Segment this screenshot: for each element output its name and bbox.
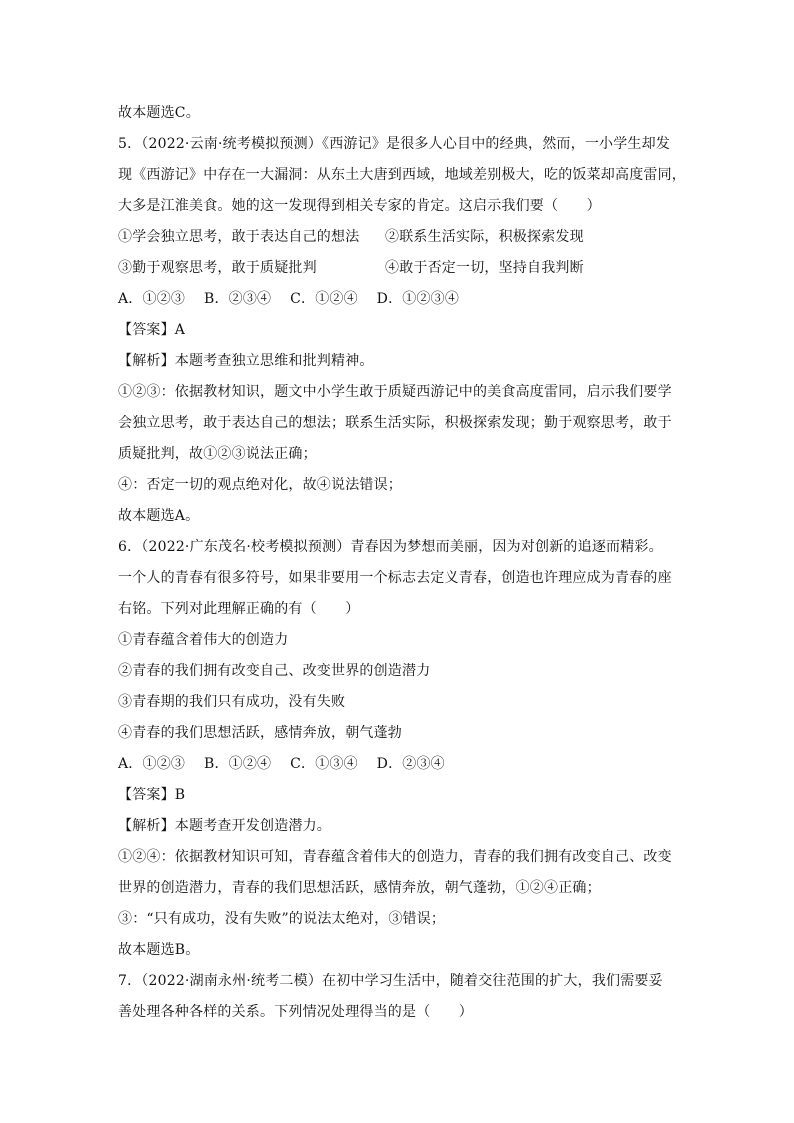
question-5-options-row-1 (118, 222, 678, 253)
question-5-stem: 5．（2022·云南·统考模拟预测）《西游记》是很多人心目中的经典，然而，一小学生却发 (118, 136, 671, 152)
text-line: ③：“只有成功，没有失败”的说法太绝对，③错误； (118, 911, 446, 927)
text-line: 故本题选B。 (118, 942, 200, 958)
option-3: ③青春期的我们只有成功，没有失败 (118, 694, 346, 710)
text-line: 善处理各种各样的关系。下列情况处理得当的是（ ） (118, 1004, 473, 1020)
question-6-stem: 6．（2022·广东茂名·校考模拟预测）青春因为梦想而美丽，因为对创新的追逐而精彩。 (118, 539, 663, 555)
answer-label: 【答案】B (118, 787, 186, 803)
text-line: 质疑批判，故①②③说法正确； (118, 446, 317, 462)
option-2: ②青春的我们拥有改变自己、改变世界的创造潜力 (118, 663, 431, 679)
option-1: ①青春蕴含着伟大的创造力 (118, 632, 289, 648)
text-line: 故本题选A。 (118, 508, 200, 524)
question-5-options-row-2 (118, 253, 678, 284)
document-content (118, 98, 686, 1028)
text-line: 故本题选C。 (118, 105, 200, 121)
analysis-label: 【解析】本题考查独立思维和批判精神。 (118, 353, 374, 369)
text-line: ④：否定一切的观点绝对化，故④说法错误； (118, 477, 402, 493)
option-2: ②联系生活实际，积极探索发现 (385, 229, 584, 245)
text-line: 会独立思考，敢于表达自己的想法；联系生活实际，积极探索发现；勤于观察思考，敢于 (118, 415, 672, 431)
question-7-stem: 7．（2022·湖南永州·统考二模）在初中学习生活中，随着交往范围的扩大，我们需要妥 (118, 973, 663, 989)
question-5-choices: A．①②③ B．②③④ C．①②④ D．①②③④ (118, 291, 460, 307)
option-3: ③勤于观察思考，敢于质疑批判 (118, 260, 317, 276)
question-6-choices: A．①②③ B．①②④ C．①③④ D．②③④ (118, 756, 445, 772)
text-line: 右铭。下列对此理解正确的有（ ） (118, 601, 360, 617)
text-line: ①②④：依据教材知识可知，青春蕴含着伟大的创造力，青春的我们拥有改变自己、改变 (118, 849, 672, 865)
option-1: ①学会独立思考，敢于表达自己的想法 (118, 229, 360, 245)
text-line: 世界的创造潜力，青春的我们思想活跃，感情奔放，朝气蓬勃，①②④正确； (118, 880, 601, 896)
text-line: 大多是江淮美食。她的这一发现得到相关专家的肯定。这启示我们要（ ） (118, 198, 601, 214)
analysis-label: 【解析】本题考查开发创造潜力。 (118, 818, 331, 834)
option-4: ④敢于否定一切，坚持自我判断 (385, 260, 584, 276)
answer-label: 【答案】A (118, 322, 186, 338)
text-line: 一个人的青春有很多符号，如果非要用一个标志去定义青春，创造也许理应成为青春的座 (118, 570, 672, 586)
option-4: ④青春的我们思想活跃，感情奔放，朝气蓬勃 (118, 725, 402, 741)
text-line: 现《西游记》中存在一大漏洞：从东土大唐到西域，地域差别极大，吃的饭菜却高度雷同， (118, 167, 686, 183)
text-line: ①②③：依据教材知识，题文中小学生敢于质疑西游记中的美食高度雷同，启示我们要学 (118, 384, 672, 400)
